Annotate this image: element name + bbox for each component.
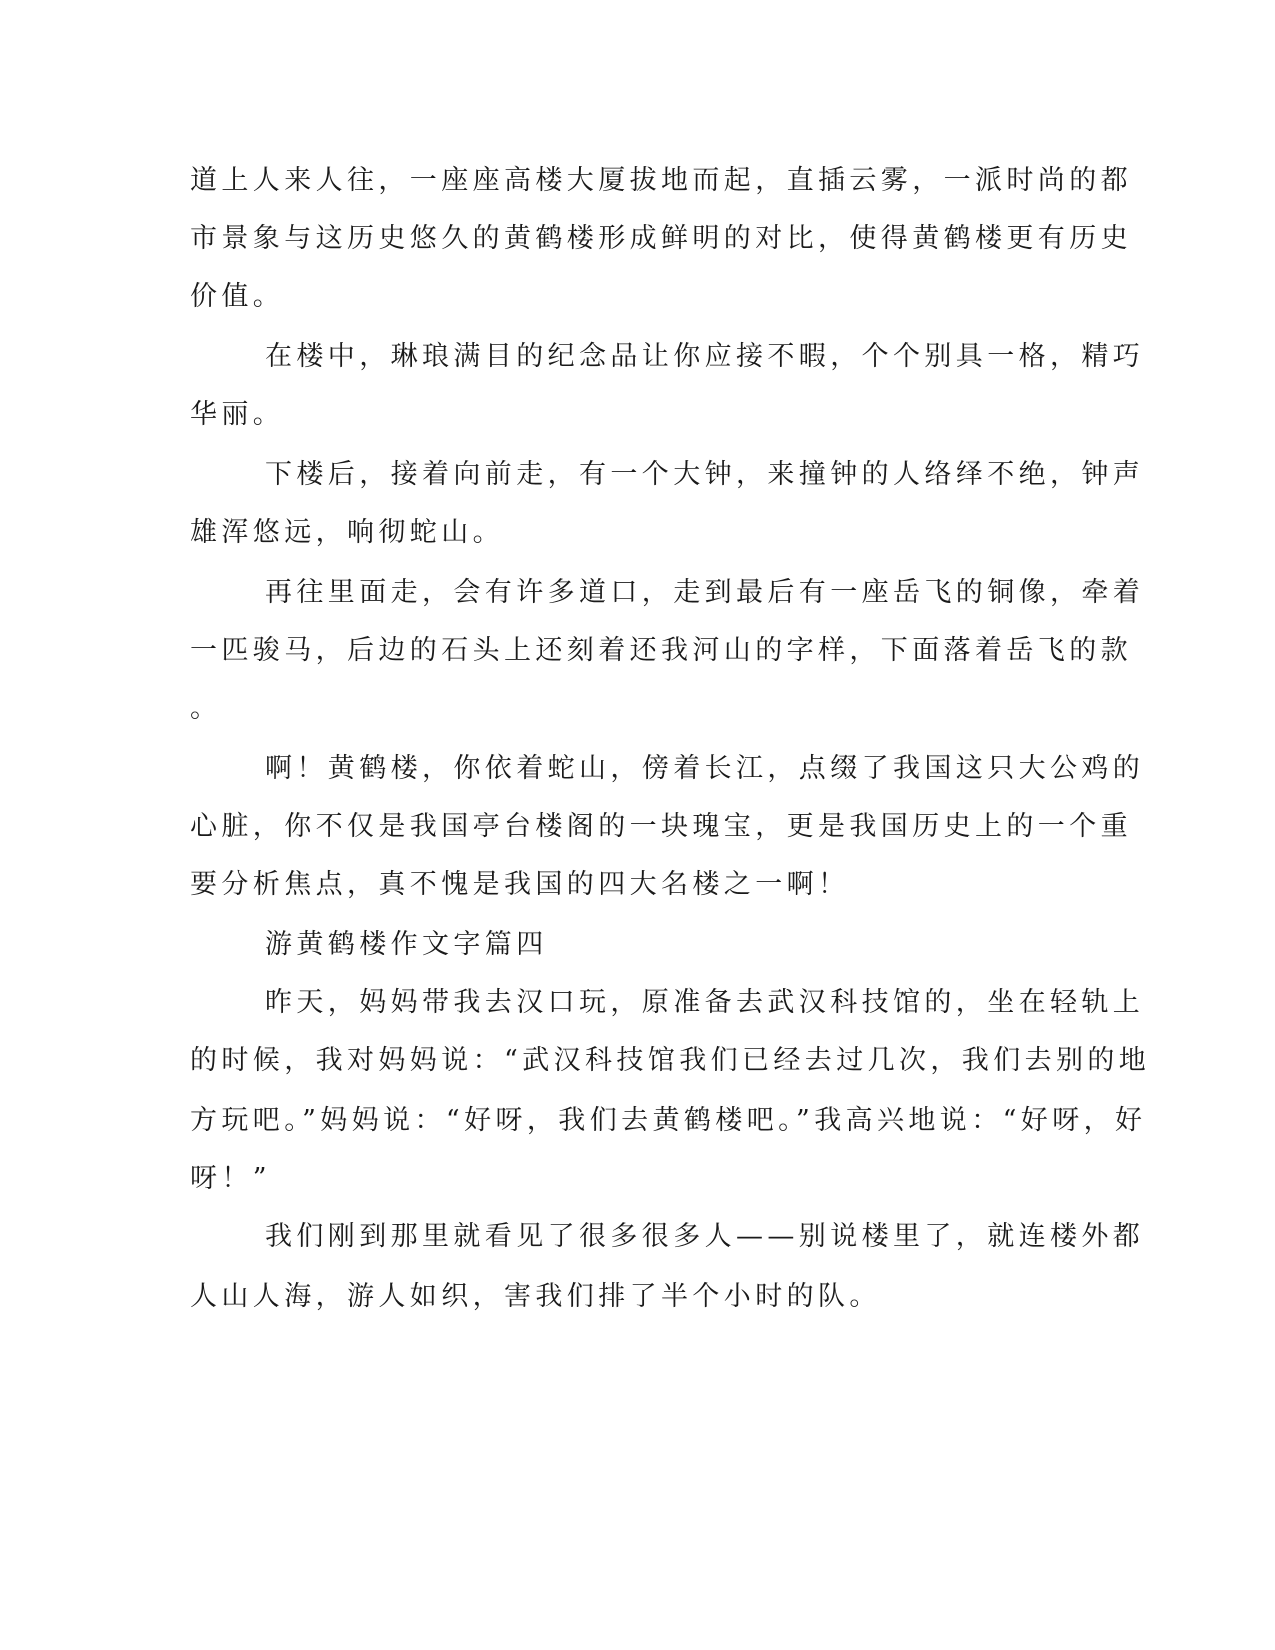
text-line: 的时候，我对妈妈说：“武汉科技馆我们已经去过几次，我们去别的地	[190, 1045, 1151, 1076]
text-line: 人山人海，游人如织，害我们排了半个小时的队。	[190, 1281, 881, 1312]
text-line: 道上人来人往，一座座高楼大厦拔地而起，直插云雾，一派时尚的都	[190, 165, 1132, 196]
text-line: 要分析焦点，真不愧是我国的四大名楼之一啊！	[190, 869, 850, 900]
paragraph-first-line: 昨天，妈妈带我去汉口玩，原准备去武汉科技馆的，坐在轻轨上	[265, 987, 1145, 1018]
paragraph-first-line: 下楼后，接着向前走，有一个大钟，来撞钟的人络绎不绝，钟声	[265, 459, 1145, 490]
text-line: 呀！”	[190, 1163, 272, 1194]
paragraph-first-line: 在楼中，琳琅满目的纪念品让你应接不暇，个个别具一格，精巧	[265, 341, 1145, 372]
text-line: 市景象与这历史悠久的黄鹤楼形成鲜明的对比，使得黄鹤楼更有历史	[190, 223, 1132, 254]
section-heading: 游黄鹤楼作文字篇四	[265, 929, 548, 960]
text-line: 雄浑悠远，响彻蛇山。	[190, 517, 504, 548]
text-line: 方玩吧。”妈妈说：“好呀，我们去黄鹤楼吧。”我高兴地说：“好呀，好	[190, 1105, 1147, 1136]
paragraph-first-line: 啊！黄鹤楼，你依着蛇山，傍着长江，点缀了我国这只大公鸡的	[265, 753, 1145, 784]
text-line: 。	[190, 693, 222, 724]
text-line: 价值。	[190, 281, 285, 312]
paragraph-first-line: 再往里面走，会有许多道口，走到最后有一座岳飞的铜像，牵着	[265, 577, 1145, 608]
paragraph-first-line: 我们刚到那里就看见了很多很多人——别说楼里了，就连楼外都	[265, 1221, 1145, 1252]
text-line: 心脏，你不仅是我国亭台楼阁的一块瑰宝，更是我国历史上的一个重	[190, 811, 1132, 842]
text-line: 华丽。	[190, 399, 285, 430]
text-line: 一匹骏马，后边的石头上还刻着还我河山的字样，下面落着岳飞的款	[190, 635, 1132, 666]
